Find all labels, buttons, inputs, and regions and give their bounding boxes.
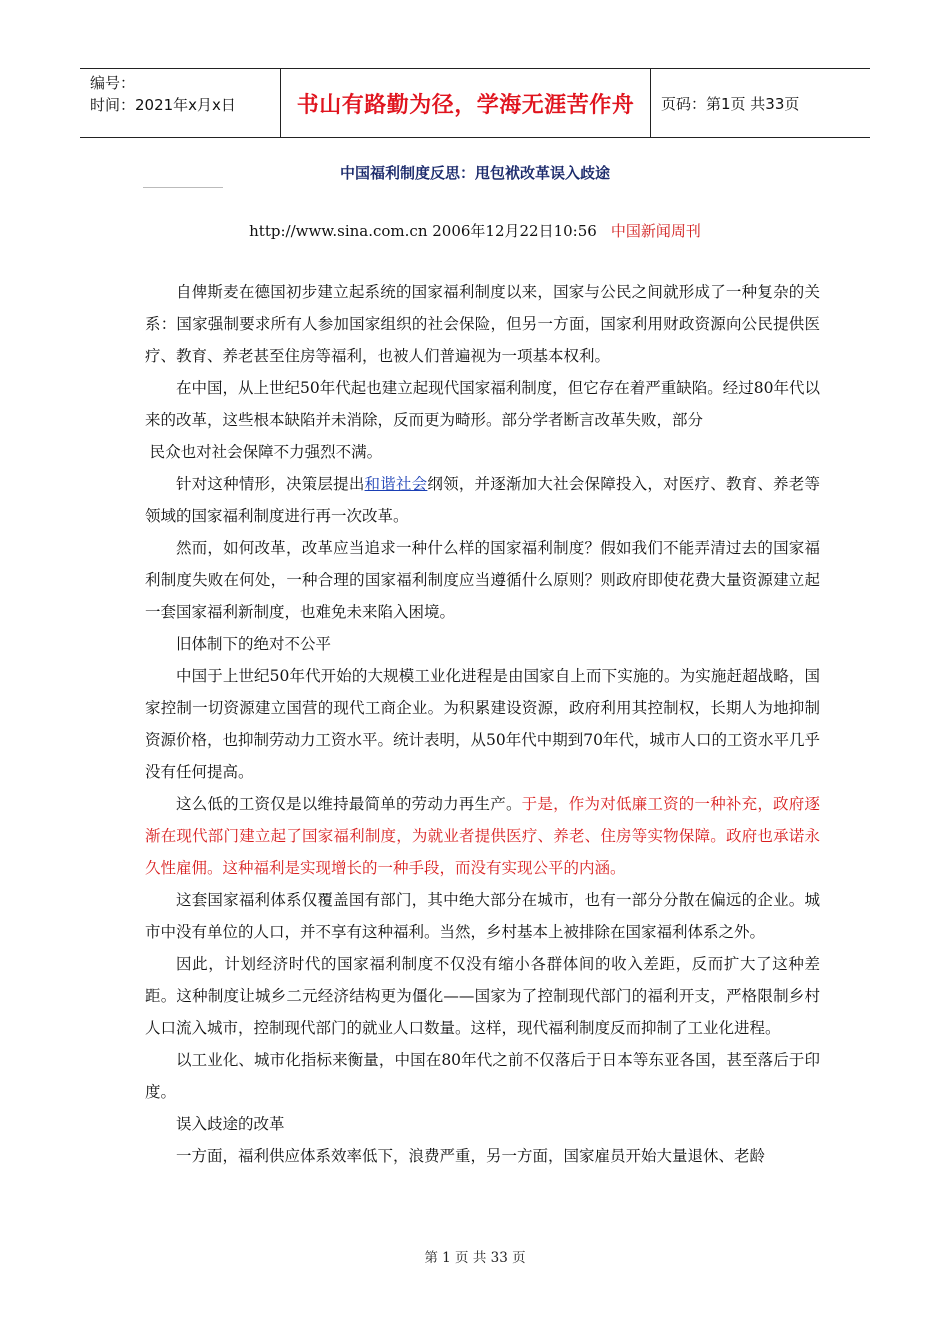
- article-body: [145, 276, 820, 1172]
- header-page-label: 页码：第1页 共33页: [661, 94, 800, 113]
- paragraph-text: 针对这种情形，决策层提出: [176, 475, 365, 493]
- page-footer: 第 1 页 共 33 页: [424, 1250, 526, 1266]
- article-source: [0, 220, 950, 241]
- paragraph-text: 这么低的工资仅是以维持最简单的劳动力再生产。: [176, 795, 522, 813]
- paragraph: 然而，如何改革，改革应当追求一种什么样的国家福利制度？假如我们不能弄清过去的国家福利制度失败在何处，一种合理的国家福利制度应当遵循什么原则？则政府即使花费大量资源建立起一套国家福利新制度，也难免未来陷入困境。: [145, 539, 820, 621]
- document-header: [80, 68, 870, 138]
- paragraph: [145, 788, 820, 884]
- source-url: http://www.sina.com.cn 2006年12月22日10:56: [249, 222, 597, 240]
- time-label: 时间：2021年x月x日: [90, 96, 236, 114]
- header-meta: [80, 69, 281, 137]
- section-heading: 误入歧途的改革: [176, 1115, 285, 1133]
- header-motto: 书山有路勤为径，学海无涯苦作舟: [281, 69, 651, 137]
- paragraph: 一方面，福利供应体系效率低下，浪费严重，另一方面，国家雇员开始大量退休、老龄: [176, 1147, 766, 1165]
- source-name: 中国新闻周刊: [610, 222, 701, 240]
- title-divider: [143, 187, 223, 188]
- paragraph: 在中国，从上世纪50年代起也建立起现代国家福利制度，但它存在着严重缺陷。经过80年代以来的改革，这些根本缺陷并未消除，反而更为畸形。部分学者断言改革失败，部分: [145, 379, 820, 429]
- section-heading: 旧体制下的绝对不公平: [176, 635, 332, 653]
- number-label: 编号：: [90, 74, 136, 92]
- article-title: 中国福利制度反思：甩包袱改革误入歧途: [339, 164, 610, 182]
- paragraph: 民众也对社会保障不力强烈不满。: [149, 443, 383, 461]
- paragraph: 因此，计划经济时代的国家福利制度不仅没有缩小各群体间的收入差距，反而扩大了这种差距。这种制度让城乡二元经济结构更为僵化——国家为了控制现代部门的福利开支，严格限制乡村人口流入城市，控制现代部门的就业人口数量。这样，现代福利制度反而抑制了工业化进程。: [145, 955, 820, 1037]
- paragraph: [145, 468, 820, 532]
- paragraph: 自俾斯麦在德国初步建立起系统的国家福利制度以来，国家与公民之间就形成了一种复杂的关系：国家强制要求所有人参加国家组织的社会保险，但另一方面，国家利用财政资源向公民提供医疗、教育、养老甚至住房等福利，也被人们普遍视为一项基本权利。: [145, 283, 820, 365]
- paragraph-text: 纲领，并逐渐加大社会保障投入，对医疗、教育、养老等领域的国家福利制度进行再一次改革。: [145, 475, 820, 525]
- harmonious-society-link[interactable]: 和谐社会: [364, 475, 428, 493]
- highlighted-text: 于是，作为对低廉工资的一种补充，政府逐渐在现代部门建立起了国家福利制度，为就业者提供医疗、养老、住房等实物保障。政府也承诺永久性雇佣。这种福利是实现增长的一种手段，而没有实现公平的内涵。: [145, 795, 820, 877]
- paragraph: 中国于上世纪50年代开始的大规模工业化进程是由国家自上而下实施的。为实施赶超战略，国家控制一切资源建立国营的现代工商企业。为积累建设资源，政府利用其控制权，长期人为地抑制资源价格，也抑制劳动力工资水平。统计表明，从50年代中期到70年代，城市人口的工资水平几乎没有任何提高。: [145, 667, 820, 781]
- paragraph: 这套国家福利体系仅覆盖国有部门，其中绝大部分在城市，也有一部分分散在偏远的企业。城市中没有单位的人口，并不享有这种福利。当然，乡村基本上被排除在国家福利体系之外。: [145, 891, 820, 941]
- paragraph: 以工业化、城市化指标来衡量，中国在80年代之前不仅落后于日本等东亚各国，甚至落后于印度。: [145, 1051, 820, 1101]
